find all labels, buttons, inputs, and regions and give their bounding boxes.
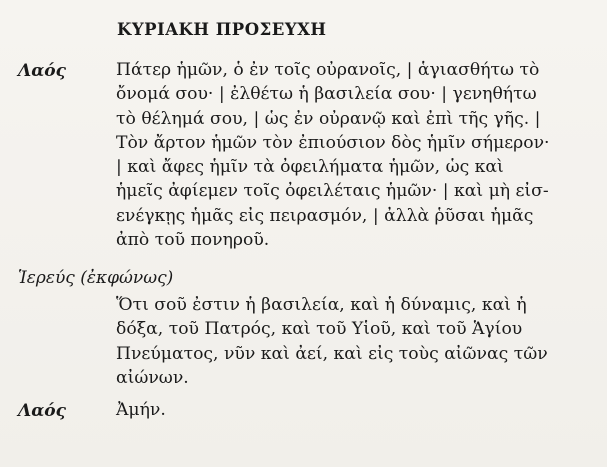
role-label-laos: Λαός xyxy=(18,61,66,81)
role-label-priest: Ἱερεύς (ἐκφώνως) xyxy=(18,268,174,288)
text-line: ἡμεῖς ἀφίεμεν τοῖς ὀφειλέταις ἡμῶν· | καὶ μὴ εἰσ- xyxy=(116,181,549,202)
text-line: δόξα, τοῦ Πατρός, καὶ τοῦ Υἱοῦ, καὶ τοῦ Ἁγίου xyxy=(116,319,523,340)
text-line: Ὅτι σοῦ ἐστιν ἡ βασιλεία, καὶ ἡ δύναμις, καὶ ἡ xyxy=(116,295,527,315)
text-line: Πνεύματος, νῦν καὶ ἀεί, καὶ εἰς τοὺς αἰῶνας τῶν xyxy=(116,343,548,364)
text-line: τὸ θέλημά σου, | ὡς ἐν οὐρανῷ καὶ ἐπὶ τῆς γῆς. | xyxy=(116,108,541,129)
amen-text xyxy=(116,398,166,422)
prayer-title: ΚΥΡΙΑΚΗ ΠΡΟΣΕΥΧΗ xyxy=(117,20,327,39)
prayer-text xyxy=(116,58,550,252)
text-line: Πάτερ ἡμῶν, ὁ ἐν τοῖς οὐρανοῖς, | ἁγιασθήτω τὸ xyxy=(116,60,540,80)
text-line: ὄνομά σου· | ἐλθέτω ἡ βασιλεία σου· | γενηθήτω xyxy=(116,84,537,105)
role-label-laos-amen: Λαός xyxy=(18,401,66,421)
text-line: αἰώνων. xyxy=(116,367,189,388)
text-line: ενέγκῃς ἡμᾶς εἰς πειρασμόν, | ἀλλὰ ῥῦσαι ἡμᾶς xyxy=(116,205,534,226)
text-line: | καὶ ἄφες ἡμῖν τὰ ὀφειλήματα ἡμῶν, ὡς καὶ xyxy=(116,157,504,178)
text-line: Τὸν ἄρτον ἡμῶν τὸν ἐπιούσιον δὸς ἡμῖν σήμερον· xyxy=(116,132,550,153)
text-line: Ἀμήν. xyxy=(116,400,166,420)
text-line: ἀπὸ τοῦ πονηροῦ. xyxy=(116,230,270,251)
doxology-text xyxy=(116,293,548,390)
